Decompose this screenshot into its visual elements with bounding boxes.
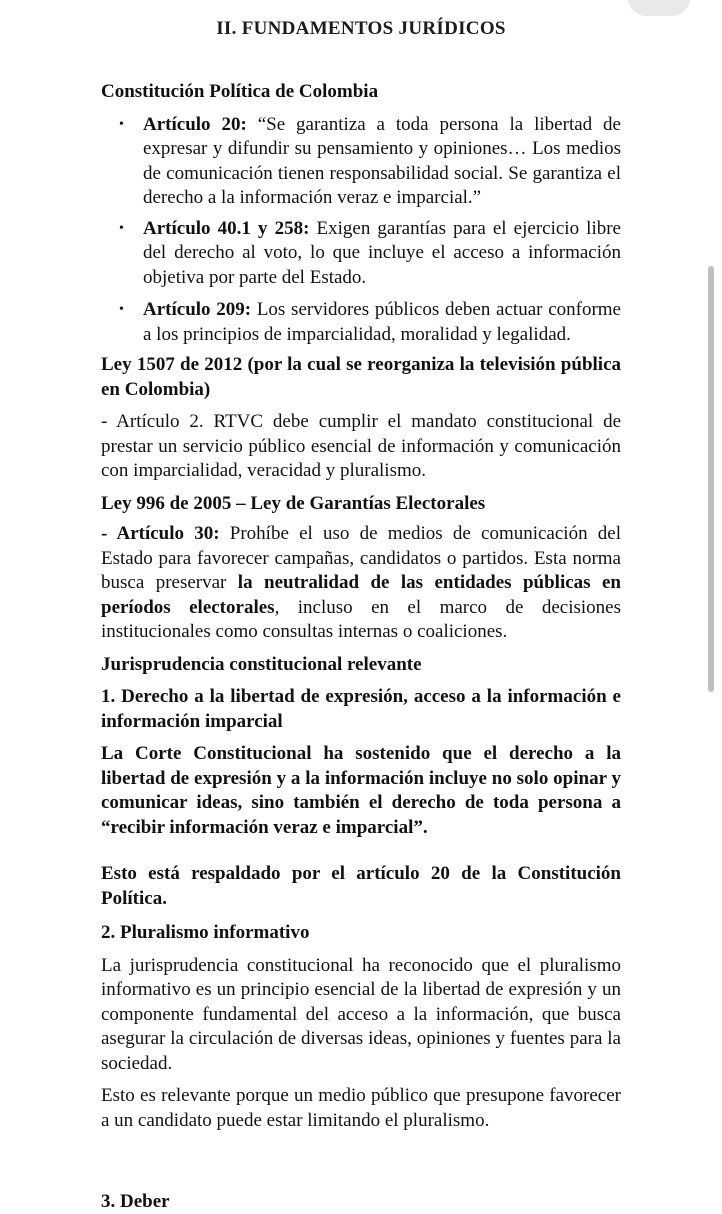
list-item (101, 298, 621, 347)
bullet-icon: • (119, 116, 124, 132)
jurisprudencia-heading: Jurisprudencia constitucional relevante (101, 653, 422, 675)
constitucion-list (101, 113, 621, 348)
section-3-heading: 3. Deber (101, 1191, 170, 1212)
list-item (101, 113, 621, 211)
section-1-heading: 1. Derecho a la libertad de expresión, acceso a la información e información imparcial (101, 686, 621, 732)
list-item (101, 217, 621, 291)
article-label: - Artículo 30: (101, 523, 220, 544)
section-2-heading: 2. Pluralismo informativo (101, 922, 310, 943)
scrollbar-thumb[interactable] (708, 266, 714, 692)
bullet-icon: • (119, 302, 124, 317)
top-corner-button[interactable] (628, 0, 690, 16)
ley996-heading: Ley 996 de 2005 – Ley de Garantías Electorales (101, 492, 486, 514)
article-text: Los servidores públicos deben actuar conforme a los principios de imparcialidad, moralidad y legalidad. (143, 299, 621, 345)
article-label: Artículo 209: (143, 299, 252, 320)
section-2-body: La jurisprudencia constitucional ha reconocido que el pluralismo informativo es un principio esencial de la libertad de expresión y un componente fundamental del acceso a la información, que busca asegurar la circulación de diversas ideas, opiniones y fuentes para la sociedad. (101, 954, 621, 1074)
article-label: Artículo 20: (143, 113, 247, 135)
article-label: Artículo 40.1 y 258: (143, 217, 310, 239)
bullet-icon: • (119, 220, 124, 236)
article-text: Exigen garantías para el ejercicio libre del derecho al voto, lo que incluye el acceso a información objetiva por parte del Estado. (143, 217, 621, 288)
page-title: II. FUNDAMENTOS JURÍDICOS (216, 18, 506, 39)
ley1507-body: - Artículo 2. RTVC debe cumplir el mandato constitucional de prestar un servicio público esencial de información y comunicación con imparcialidad, veracidad y pluralismo. (101, 411, 621, 481)
article-text: “Se garantiza a toda persona la libertad de expresar y difundir su pensamiento y opiniones… Los medios de comunicación tienen responsabilidad social. Se garantiza el derecho a la información veraz e imparcial.” (143, 113, 621, 208)
ley996-body: - Artículo 30: Prohíbe el uso de medios de comunicación del Estado para favorecer campañas, candidatos o partidos. Esta norma busca preservar la neutralidad de las entidades públicas en períodos electorales, incluso en el marco de decisiones institucionales como consultas internas o coaliciones. (101, 523, 621, 642)
section-1-body: La Corte Constitucional ha sostenido que el derecho a la libertad de expresión y a la información incluye no solo opinar y comunicar ideas, sino también el derecho de toda persona a “recibir información veraz e imparcial”. (101, 743, 621, 838)
section-1-note: Esto está respaldado por el artículo 20 de la Constitución Política. (101, 863, 621, 909)
constitucion-heading: Constitución Política de Colombia (101, 81, 379, 102)
emphasis-text: la neutralidad de las entidades públicas en períodos electorales (101, 572, 621, 618)
ley1507-heading: Ley 1507 de 2012 (por la cual se reorganiza la televisión pública en Colombia) (101, 354, 621, 400)
document-body (101, 80, 621, 1133)
section-2-note: Esto es relevante porque un medio público que presupone favorecer a un candidato puede estar limitando el pluralismo. (101, 1085, 621, 1131)
